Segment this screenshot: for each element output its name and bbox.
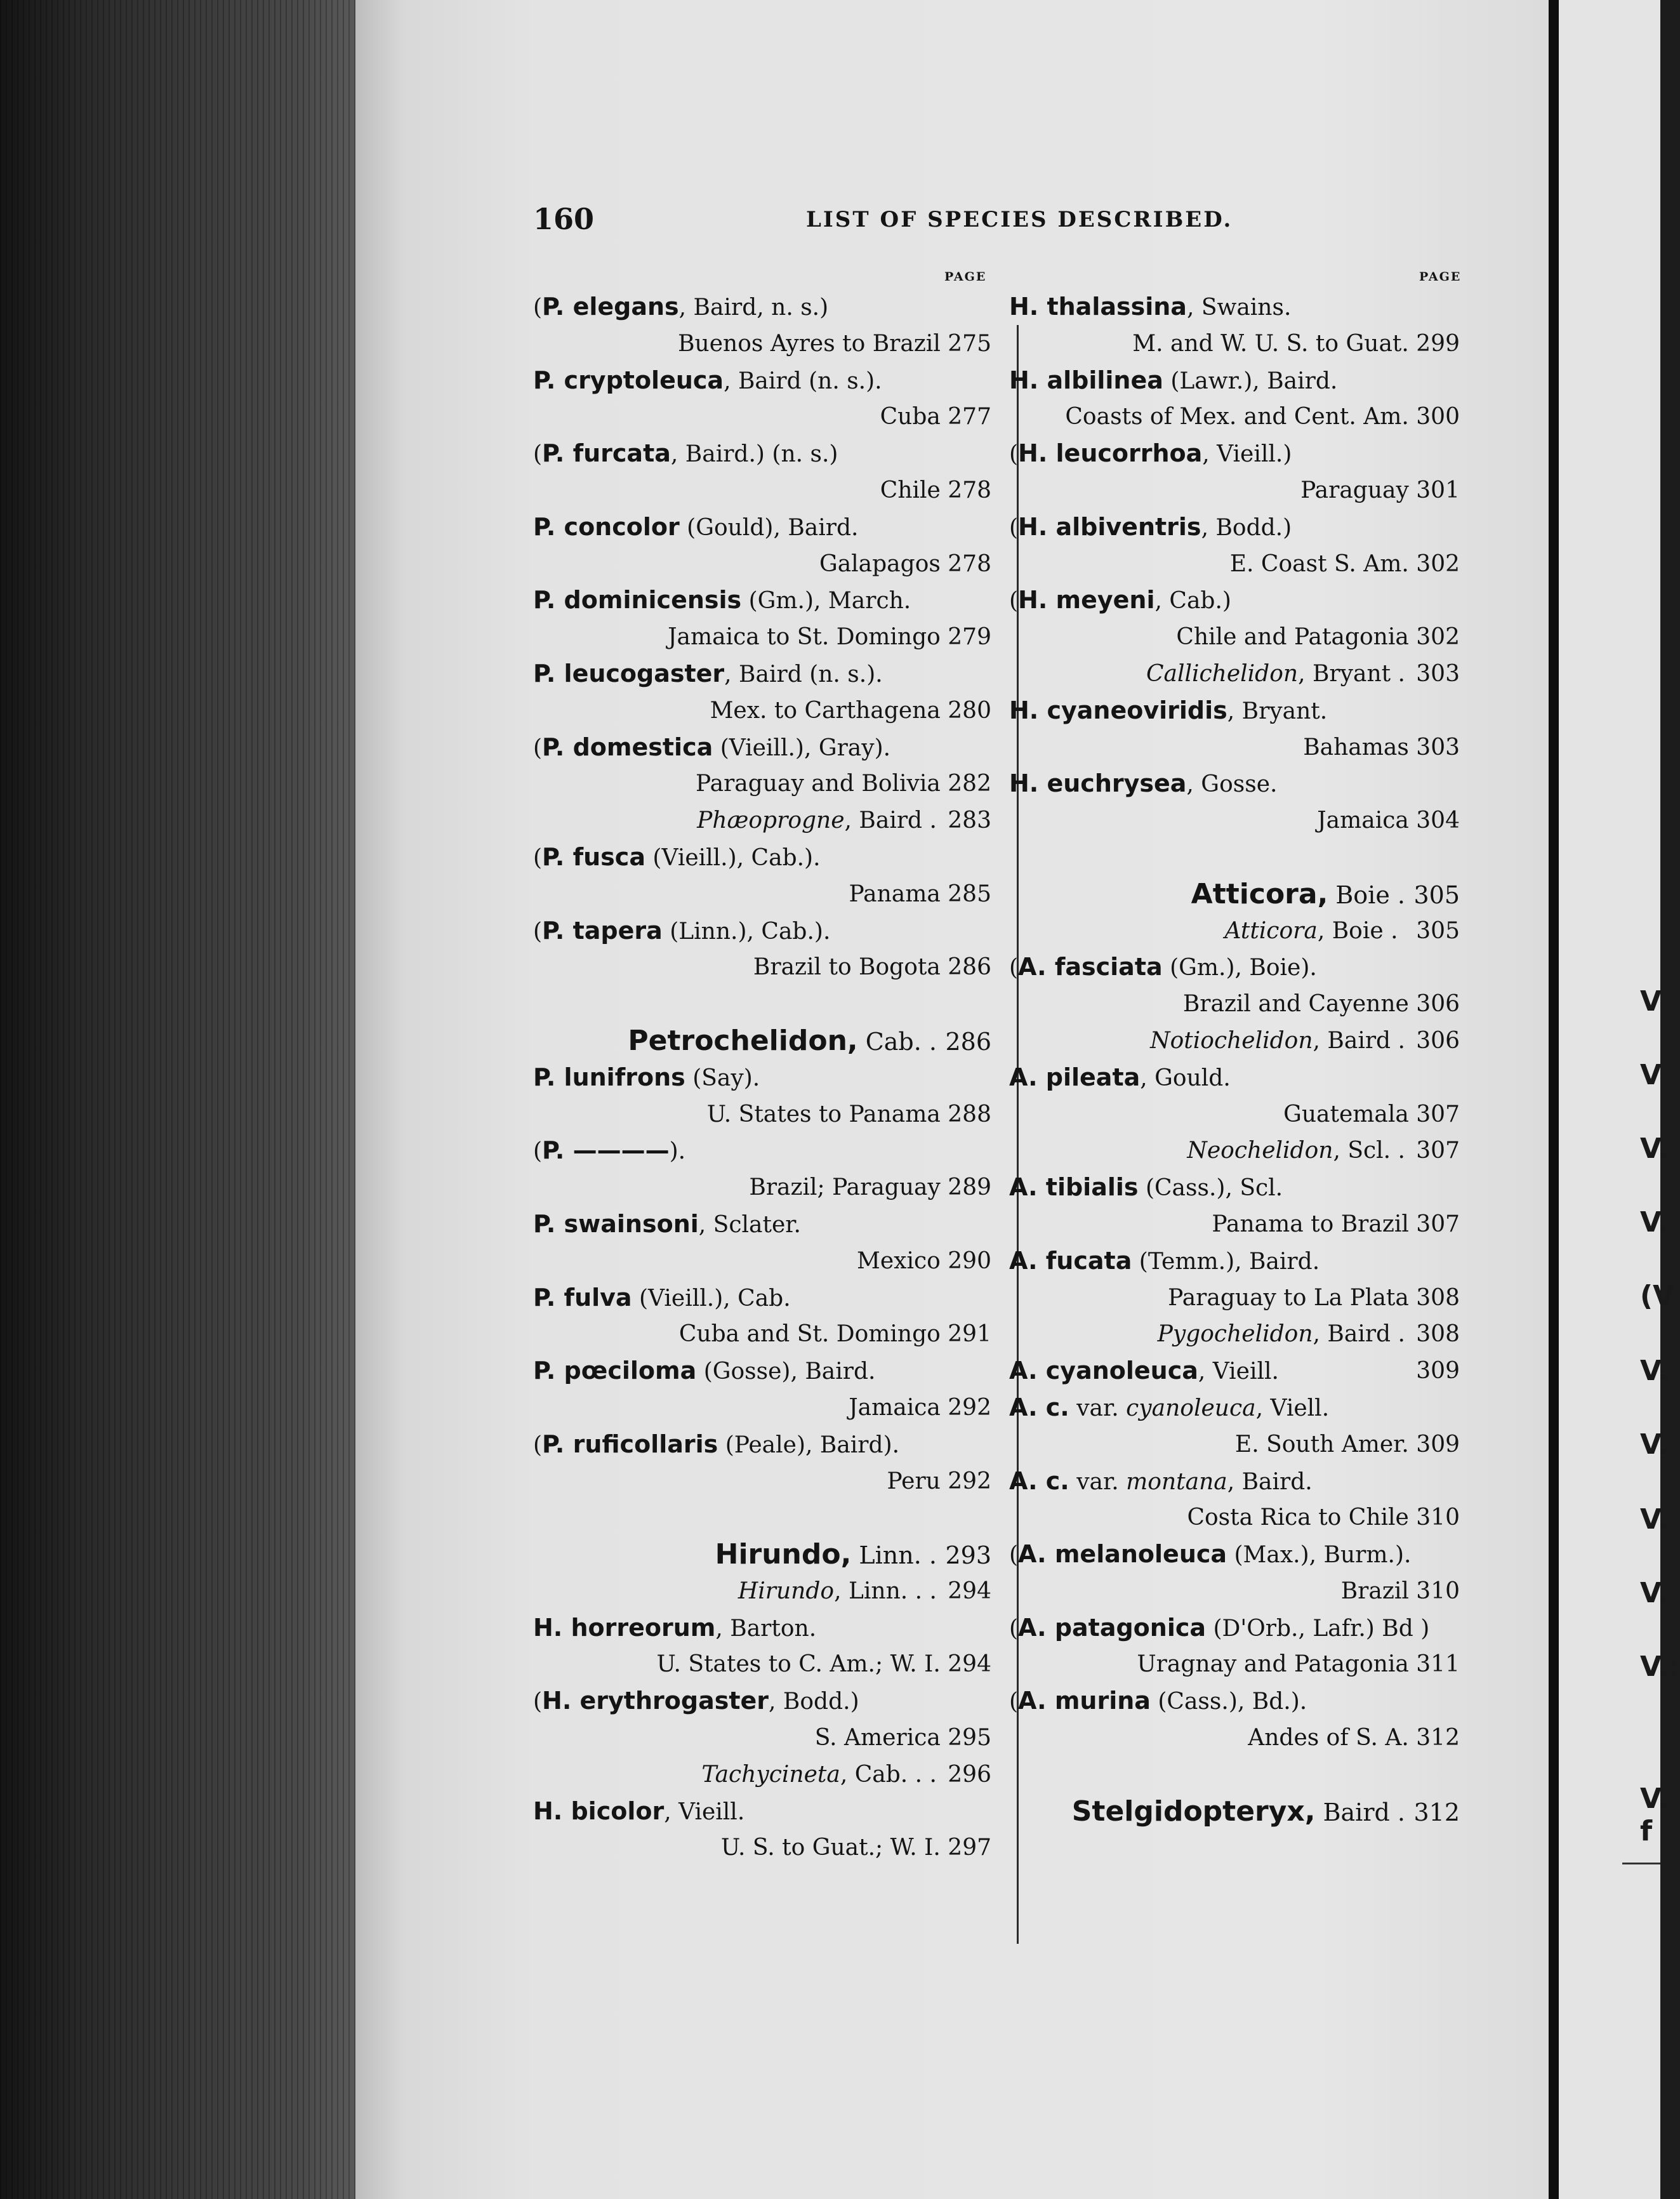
range-line: Galapagos 278 — [819, 550, 991, 577]
species-entry — [533, 362, 991, 399]
page-ref: 286 — [945, 1027, 991, 1056]
blank-line — [533, 1499, 991, 1536]
species-authority: (Cass.), Scl. — [1138, 1175, 1283, 1202]
species-authority: (Lawr.), Baird. — [1163, 368, 1338, 394]
species-name: A. tibialis — [1009, 1173, 1139, 1202]
species-authority: , Sclater. — [698, 1211, 801, 1238]
species-name: P. pœciloma — [533, 1357, 697, 1385]
range-line: Mex. to Carthagena 280 — [710, 697, 991, 724]
species-name: A. patagonica — [1018, 1613, 1207, 1642]
genus-heading — [533, 1536, 991, 1573]
range-line: Andes of S. A. 312 — [1248, 1725, 1460, 1751]
species-entry — [533, 1280, 991, 1317]
species-authority: (Gm.), Boie). — [1162, 955, 1317, 981]
subgenus-name: Notiochelidon — [1150, 1027, 1313, 1054]
page-number: 160 — [533, 202, 595, 236]
range-line: Bahamas 303 — [1303, 734, 1460, 761]
subgenus-name: Pygochelidon — [1157, 1321, 1313, 1348]
species-entry — [1009, 1353, 1460, 1390]
range-line: Uragnay and Patagonia 311 — [1137, 1651, 1460, 1678]
species-name: P. lunifrons — [533, 1063, 685, 1091]
page-ref: 293 — [945, 1541, 991, 1570]
blank-line — [1009, 839, 1460, 876]
paren: ( — [1009, 441, 1019, 468]
species-entry — [533, 1133, 991, 1169]
species-name: A. fucata — [1009, 1246, 1132, 1275]
species-entry — [1009, 289, 1460, 326]
paren: ( — [1009, 514, 1019, 541]
adjacent-page-fragment: V.: — [1640, 1651, 1680, 1683]
range-line: Costa Rica to Chile 310 — [1187, 1505, 1460, 1531]
species-authority: , Vieill.) — [1202, 441, 1292, 468]
subgenus-name: Atticora — [1224, 917, 1318, 944]
range-line: Chile and Patagonia 302 — [1176, 624, 1460, 651]
species-name: P. leucogaster — [533, 659, 725, 688]
species-authority: , Barton. — [715, 1615, 817, 1642]
page-ref: 296 — [948, 1761, 991, 1788]
species-name: P. domestica — [542, 733, 713, 761]
species-authority: , Bodd.) — [769, 1689, 859, 1715]
paren: ( — [533, 1432, 543, 1458]
range-line: Cuba and St. Domingo 291 — [678, 1321, 991, 1348]
subgenus-authority: , Linn. — [834, 1578, 908, 1604]
species-name: P. concolor — [533, 512, 680, 541]
species-name: H. horreorum — [533, 1613, 716, 1642]
species-authority: (Peale), Baird). — [718, 1432, 900, 1458]
leader-dots: . — [1391, 1027, 1405, 1054]
subgenus-authority: , Cab. — [840, 1761, 908, 1788]
page-ref: 305 — [1413, 880, 1460, 909]
species-name: A. c. — [1009, 1393, 1069, 1421]
species-entry — [533, 582, 991, 619]
paren: ( — [1009, 588, 1019, 615]
subgenus-authority: , Bryant — [1298, 660, 1391, 687]
adjacent-page-fragment: V. — [1640, 1577, 1669, 1609]
species-name: P. elegans — [542, 293, 679, 321]
left-column — [533, 289, 991, 1866]
subgenus-entry — [533, 1573, 991, 1610]
paren: ( — [1009, 955, 1019, 981]
species-entry — [1009, 1536, 1460, 1573]
species-entry — [1009, 582, 1460, 619]
range-line: Buenos Ayres to Brazil 275 — [678, 330, 991, 357]
leader-dots: . — [1389, 1798, 1405, 1826]
species-authority: (Say). — [685, 1065, 760, 1091]
species-entry — [1009, 1169, 1460, 1206]
variety-name: montana — [1126, 1468, 1227, 1495]
range-line: Coasts of Mex. and Cent. Am. 300 — [1065, 404, 1460, 430]
species-authority: , Vieill. — [1198, 1359, 1279, 1385]
species-name: P. dominicensis — [533, 586, 742, 615]
species-name: H. albiventris — [1018, 512, 1201, 541]
subgenus-name: Callichelidon — [1146, 660, 1299, 687]
species-name: A. c. — [1009, 1466, 1069, 1495]
genus-authority: Linn. — [851, 1541, 922, 1570]
species-entry — [1009, 1683, 1460, 1720]
genus-name: Hirundo, — [715, 1538, 852, 1571]
adjacent-page-fragment: V. f — [1640, 1783, 1669, 1847]
leader-dots: . . — [908, 1761, 937, 1788]
genus-name: Atticora, — [1191, 877, 1328, 910]
range-line: S. America 295 — [814, 1725, 991, 1751]
species-authority: var. — [1069, 1468, 1127, 1495]
leader-dots: . — [1389, 880, 1405, 909]
genus-authority: Baird — [1315, 1798, 1390, 1826]
paren: ( — [1009, 1542, 1019, 1569]
paren: ( — [1009, 1615, 1019, 1642]
subgenus-authority: , Baird — [844, 807, 923, 834]
species-name: A. fasciata — [1018, 953, 1163, 981]
blank-line — [1009, 1757, 1460, 1793]
subgenus-entry — [1009, 1133, 1460, 1169]
species-entry — [533, 729, 991, 766]
range-line: M. and W. U. S. to Guat. 299 — [1132, 330, 1460, 357]
species-authority: , Bodd.) — [1201, 514, 1292, 541]
species-entry — [1009, 1243, 1460, 1280]
adjacent-page-fragment: V. — [1640, 1133, 1669, 1165]
subgenus-authority: , Baird — [1313, 1321, 1391, 1348]
paren: ( — [533, 844, 543, 871]
species-name: P. fulva — [533, 1283, 632, 1312]
paren: ( — [1009, 1689, 1019, 1715]
paren: ( — [533, 734, 543, 761]
page-ref: 312 — [1413, 1798, 1460, 1826]
species-name: H. thalassina — [1009, 293, 1187, 321]
range-line: Jamaica to St. Domingo 279 — [668, 624, 991, 651]
adjacent-page-fragment: V — [1640, 1059, 1662, 1091]
species-entry — [1009, 949, 1460, 986]
adjacent-page — [1559, 0, 1680, 2199]
species-name: P. ruficollaris — [542, 1430, 718, 1458]
range-line: Chile 278 — [880, 477, 991, 503]
range-line: Brazil to Bogota 286 — [753, 954, 991, 981]
range-line: Jamaica 304 — [1317, 807, 1460, 834]
species-entry — [533, 435, 991, 472]
genus-authority: Boie — [1328, 880, 1390, 909]
variety-name: cyanoleuca — [1126, 1395, 1256, 1421]
species-entry — [1009, 1610, 1460, 1647]
species-entry — [1009, 1463, 1460, 1500]
adjacent-page-fragment: V. — [1640, 1428, 1669, 1461]
species-authority: , Swains. — [1186, 295, 1292, 321]
species-name: H. cyaneoviridis — [1009, 696, 1227, 724]
adjacent-page-fragment: (V — [1640, 1280, 1675, 1312]
page-ref: 305 — [1416, 917, 1460, 944]
range-line: Cuba 277 — [880, 404, 991, 430]
subgenus-authority: , Boie — [1317, 917, 1384, 944]
species-name: A. melanoleuca — [1018, 1540, 1227, 1569]
leader-dots: . — [1391, 1321, 1405, 1348]
species-authority: , Gould. — [1140, 1065, 1231, 1091]
page-header — [533, 202, 1460, 240]
genus-name: Stelgidopteryx, — [1071, 1795, 1316, 1828]
right-column — [1009, 289, 1460, 1830]
species-authority: (Linn.), Cab.). — [662, 918, 831, 945]
range-line: E. Coast S. Am. 302 — [1229, 550, 1460, 577]
subgenus-entry — [1009, 1316, 1460, 1353]
species-authority: var. — [1069, 1395, 1127, 1421]
subgenus-authority: , Baird — [1313, 1027, 1391, 1054]
species-name: A. murina — [1018, 1687, 1151, 1715]
subgenus-name: Neochelidon — [1187, 1138, 1333, 1164]
running-title: LIST OF SPECIES DESCRIBED. — [806, 207, 1233, 232]
range-line: Panama to Brazil 307 — [1212, 1211, 1460, 1237]
species-authority: (Gosse), Baird. — [696, 1359, 876, 1385]
species-authority: (Cass.), Bd.). — [1150, 1689, 1307, 1715]
subgenus-entry — [1009, 1023, 1460, 1060]
leader-dots: . — [1391, 1138, 1405, 1164]
subgenus-entry — [533, 1757, 991, 1793]
species-entry — [1009, 693, 1460, 729]
range-line: Paraguay to La Plata 308 — [1168, 1284, 1460, 1311]
left-column-head: PAGE — [944, 270, 987, 284]
species-entry — [1009, 509, 1460, 546]
species-authority: , Baird (n. s.). — [724, 368, 882, 394]
paren: ( — [533, 1689, 543, 1715]
page-ref: 308 — [1416, 1321, 1460, 1348]
species-authority: (Max.), Burm.). — [1227, 1542, 1412, 1569]
range-line: Mexico 290 — [857, 1247, 991, 1274]
species-entry — [533, 913, 991, 950]
leader-dots: . — [922, 807, 937, 834]
species-authority: (Vieill.), Cab. — [632, 1285, 791, 1312]
species-entry — [533, 509, 991, 546]
range-line: U. S. to Guat.; W. I. 297 — [720, 1835, 991, 1861]
leader-dots: . . — [908, 1578, 937, 1604]
subgenus-authority: , Scl. — [1333, 1138, 1391, 1164]
species-authority: , Bryant. — [1227, 698, 1328, 724]
leader-dots: . — [1391, 660, 1405, 687]
subgenus-entry — [533, 802, 991, 839]
range-line: Brazil 310 — [1340, 1578, 1460, 1604]
species-entry — [1009, 362, 1460, 399]
species-name: P. fusca — [542, 842, 645, 871]
adjacent-page-fragment: V. — [1640, 1503, 1669, 1536]
species-authority: , Baird.) (n. s.) — [670, 441, 838, 468]
subgenus-name: Hirundo — [737, 1578, 835, 1604]
range-line: E. South Amer. 309 — [1234, 1431, 1460, 1458]
species-entry — [533, 1353, 991, 1390]
genus-heading — [1009, 1793, 1460, 1830]
leader-dots: . — [921, 1541, 937, 1570]
species-entry — [1009, 1060, 1460, 1096]
page-ref: 294 — [948, 1578, 991, 1604]
variety-authority: , Baird. — [1227, 1468, 1313, 1495]
range-line: Peru 292 — [887, 1468, 991, 1494]
blank-line — [533, 986, 991, 1023]
species-authority: , Baird (n. s.). — [724, 661, 883, 688]
subgenus-entry — [1009, 656, 1460, 693]
species-entry — [533, 656, 991, 693]
adjacent-page-fragment: V. — [1640, 1206, 1669, 1239]
leader-dots: . — [921, 1027, 937, 1056]
species-name: P. tapera — [542, 916, 663, 945]
page-ref: 306 — [1416, 1027, 1460, 1054]
species-entry — [1009, 1390, 1460, 1426]
range-line: Brazil and Cayenne 306 — [1182, 991, 1460, 1018]
right-column-head: PAGE — [1419, 270, 1462, 284]
species-authority: (Vieill.), Cab.). — [645, 844, 821, 871]
species-entry — [1009, 766, 1460, 802]
adjacent-page-fragment: V. — [1640, 1355, 1669, 1387]
species-authority: , Vieill. — [664, 1798, 745, 1825]
species-name: P. furcata — [542, 439, 671, 468]
genus-heading — [1009, 876, 1460, 913]
genus-name: Petrochelidon, — [628, 1024, 858, 1057]
species-authority: , Baird, n. s.) — [678, 295, 829, 321]
species-name: H. meyeni — [1018, 586, 1155, 615]
species-entry — [533, 1206, 991, 1243]
species-entry — [533, 1683, 991, 1720]
species-entry — [533, 1060, 991, 1096]
species-authority: , Gosse. — [1186, 771, 1278, 798]
page-ref: 303 — [1416, 660, 1460, 687]
species-authority: (Gm.), March. — [741, 588, 911, 615]
species-name: A. cyanoleuca — [1009, 1357, 1198, 1385]
species-authority: (Gould), Baird. — [679, 514, 859, 541]
paren: ( — [533, 1138, 543, 1165]
species-name: P. ———— — [542, 1136, 670, 1165]
species-entry — [533, 839, 991, 876]
leader-dots: . — [1383, 917, 1405, 944]
species-entry — [533, 1610, 991, 1647]
range-line: Paraguay and Bolivia 282 — [696, 771, 991, 797]
range-line: Guatemala 307 — [1283, 1101, 1460, 1127]
species-authority: (D'Orb., Lafr.) Bd ) — [1206, 1615, 1430, 1642]
species-authority: (Vieill.), Gray). — [713, 734, 891, 761]
paren: ( — [533, 918, 543, 945]
species-entry — [533, 1793, 991, 1830]
species-name: A. pileata — [1009, 1063, 1141, 1091]
range-line: U. States to Panama 288 — [706, 1101, 991, 1127]
paren: ( — [533, 295, 543, 321]
genus-authority: Cab. — [857, 1027, 922, 1056]
range-line: Panama 285 — [849, 880, 991, 907]
species-authority: (Temm.), Baird. — [1132, 1248, 1320, 1275]
species-name: H. erythrogaster — [542, 1687, 769, 1715]
paren: ( — [533, 441, 543, 468]
adjacent-page-fragment: V — [1640, 985, 1662, 1018]
species-name: H. euchrysea — [1009, 769, 1187, 798]
range-line: U. States to C. Am.; W. I. 294 — [656, 1651, 991, 1678]
page-ref: 309 — [1416, 1358, 1460, 1385]
subgenus-entry — [1009, 913, 1460, 950]
subgenus-name: Tachycineta — [701, 1761, 840, 1788]
range-line: Brazil; Paraguay 289 — [749, 1174, 991, 1201]
spine-texture — [0, 0, 355, 2199]
range-line: Jamaica 292 — [849, 1394, 991, 1421]
species-authority: , Cab.) — [1154, 588, 1231, 615]
page-gutter — [1549, 0, 1559, 2199]
species-authority: ). — [669, 1138, 686, 1165]
species-name: H. bicolor — [533, 1797, 665, 1825]
adjacent-page-rule — [1622, 1863, 1660, 1864]
variety-authority: , Viell. — [1255, 1395, 1330, 1421]
species-name: H. albilinea — [1009, 366, 1163, 394]
species-entry — [1009, 435, 1460, 472]
genus-heading — [533, 1023, 991, 1060]
species-entry — [533, 1426, 991, 1463]
species-entry — [533, 289, 991, 326]
page-ref: 307 — [1416, 1138, 1460, 1164]
species-name: P. swainsoni — [533, 1209, 699, 1238]
species-name: P. cryptoleuca — [533, 366, 724, 394]
page-ref: 283 — [948, 807, 991, 834]
species-name: H. leucorrhoa — [1018, 439, 1203, 468]
range-line: Paraguay 301 — [1300, 477, 1460, 503]
subgenus-name: Phæoprogne — [697, 807, 845, 834]
